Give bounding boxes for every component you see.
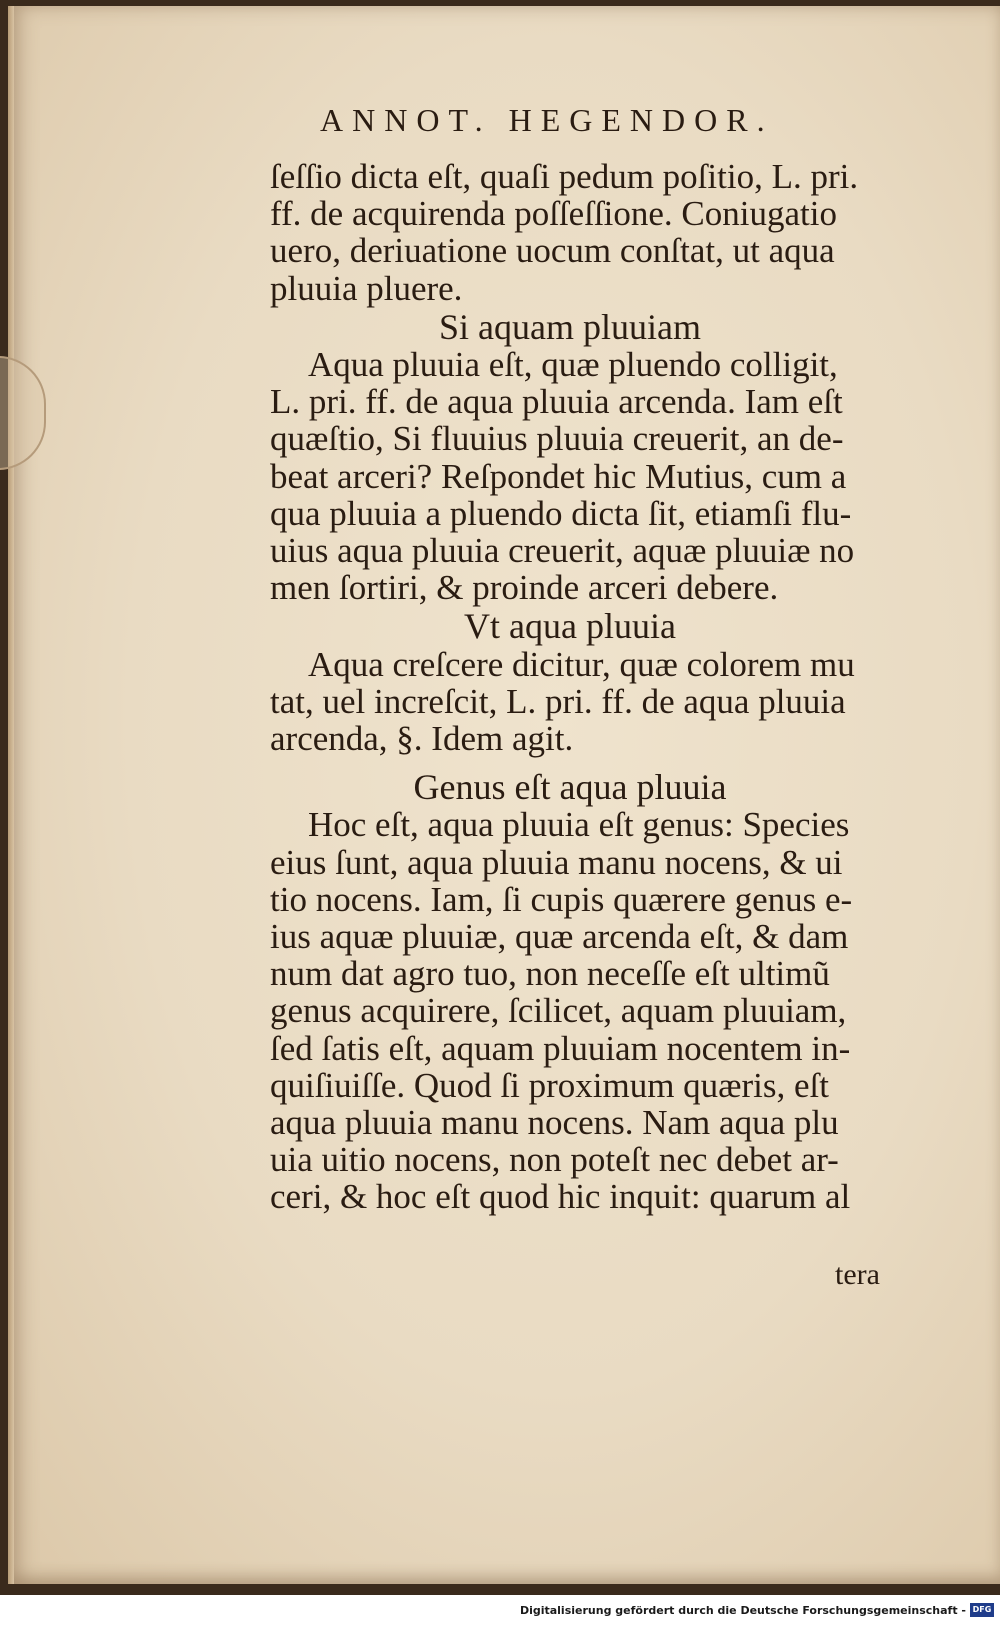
section-heading: Si aquam pluuiam	[439, 306, 701, 347]
text-line: qua pluuia a pluendo dicta ſit, etiamſi flu-	[270, 493, 852, 533]
text-line: aqua pluuia manu nocens. Nam aqua plu	[270, 1103, 839, 1142]
text-line: pluuia pluere.	[270, 268, 463, 308]
text-line: men ſortiri, & proinde arceri debere.	[270, 568, 779, 608]
text-line: ius aquæ pluuiæ, quæ arcenda eſt, & dam	[270, 917, 849, 956]
text-line: ſed ſatis eſt, aquam pluuiam nocentem in-	[270, 1028, 851, 1068]
page-edge	[8, 6, 14, 1584]
running-head: ANNOT. HEGENDOR.	[320, 102, 774, 138]
text-line: uero, deriuatione uocum conſtat, ut aqua	[270, 231, 835, 271]
text-line: eius ſunt, aqua pluuia manu nocens, & ui	[270, 842, 843, 882]
text-line: tat, uel increſcit, L. pri. ff. de aqua pluuia	[270, 681, 846, 721]
section-heading: Genus eſt aqua pluuia	[413, 767, 727, 808]
text-line: arcenda, §. Idem agit.	[270, 719, 574, 758]
page-tab-marker	[0, 356, 46, 470]
text-line: Aqua pluuia eſt, quæ pluendo colligit,	[308, 345, 838, 384]
text-line: beat arceri? Reſpondet hic Mutius, cum a	[270, 456, 847, 496]
text-line: L. pri. ff. de aqua pluuia arcenda. Iam eſt	[270, 382, 843, 422]
funding-credit: Digitalisierung gefördert durch die Deutsche Forschungsgemeinschaft -	[519, 1604, 966, 1617]
text-line: uius aqua pluuia creuerit, aquæ pluuiæ no	[270, 531, 855, 570]
text-line: Hoc eſt, aqua pluuia eſt genus: Species	[308, 805, 850, 845]
digitization-footer	[0, 1597, 1000, 1625]
text-line: quæſtio, Si fluuius pluuia creuerit, an de-	[270, 419, 844, 459]
text-line: ſeſſio dicta eſt, quaſi pedum poſitio, L. pri.	[270, 157, 859, 196]
text-line: Aqua creſcere dicitur, quæ colorem mu	[308, 644, 855, 684]
text-line: genus acquirere, ſcilicet, aquam pluuiam,	[270, 991, 847, 1031]
text-line: ff. de acquirenda poſſeſſione. Coniugatio	[270, 194, 837, 234]
text-line: tio nocens. Iam, ſi cupis quærere genus e-	[270, 879, 853, 919]
text-line: quiſiuiſſe. Quod ſi proximum quæris, eſt	[270, 1065, 830, 1105]
text-line: uia uitio nocens, non poteſt nec debet ar-	[270, 1140, 839, 1180]
catchword: tera	[835, 1258, 880, 1291]
text-line: ceri, & hoc eſt quod hic inquit: quarum al	[270, 1177, 851, 1217]
dfg-logo: DFG	[970, 1603, 994, 1617]
text-line: num dat agro tuo, non neceſſe eſt ultimũ	[270, 954, 830, 994]
section-heading: Vt aqua pluuia	[464, 606, 676, 647]
